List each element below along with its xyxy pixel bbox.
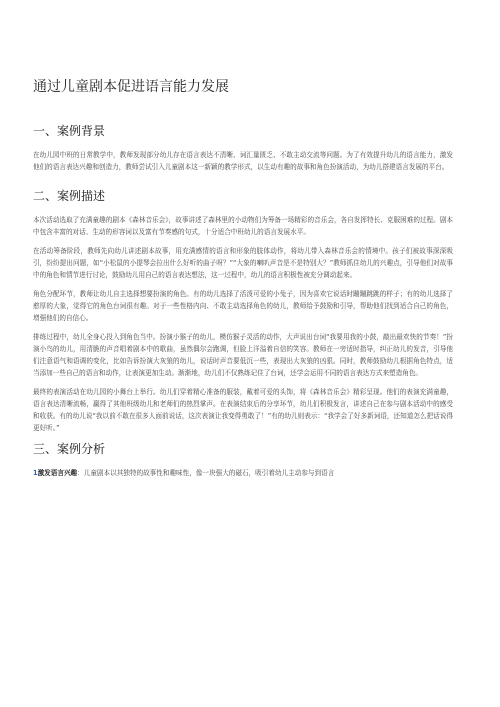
section-analysis <box>33 441 453 479</box>
paragraph: 最终的表演活动在幼儿园的小舞台上举行。幼儿们穿着精心准备的服装，戴着可爱的头饰，将《森林音乐会》精彩呈现。他们的表演充满童趣，语言表达清晰流畅，赢得了其他班级幼儿和老师们的热烈掌声。在表演结束后的分享环节，幼儿们积极发言，讲述自己在参与剧本活动中的感受和收获。有的幼儿说“我以前不敢在很多人面前说话，这次表演让我变得勇敢了！”有的幼儿则表示：“我学会了好多新词语，还知道怎么把话说得更好听。” <box>33 388 453 432</box>
section-heading: 二、案例描述 <box>33 189 106 203</box>
analysis-term: 激发语言兴趣 <box>37 469 78 477</box>
paragraph <box>33 467 453 479</box>
section-heading: 三、案例分析 <box>33 442 106 456</box>
paragraph: 角色分配环节，教师让幼儿自主选择想要扮演的角色。有的幼儿选择了活泼可爱的小兔子，因为喜欢它说话时蹦蹦跳跳的样子；有的幼儿选择了憨厚的大象，觉得它的角色台词很有趣。对于一些性格内向、不敢主动选择角色的幼儿，教师给予鼓励和引导，帮助他们找到适合自己的角色，增强他们的自信心。 <box>33 290 453 322</box>
paragraph: 在幼儿园中班的日常教学中，教师发现部分幼儿存在语言表达不清晰、词汇量匮乏、不敢主动交流等问题。为了有效提升幼儿的语言能力，激发他们的语言表达兴趣和创造力，教师尝试引入儿童剧本这一新颖的教学形式，以生动有趣的故事和角色扮演活动，为幼儿搭建语言发展的平台。 <box>33 151 453 171</box>
section-description <box>33 188 453 434</box>
paragraph: 排练过程中，幼儿全身心投入到角色当中。扮演小猴子的幼儿，模仿猴子灵活的动作，大声说出台词“我要用我的小鼓，敲出最欢快的节奏！”扮演小鸟的幼儿，用清脆的声音唱着剧本中的歌曲，虽然偶尔会跑调，但脸上洋溢着自信的笑容。教师在一旁适时指导，纠正幼儿的发音，引导他们注意语气和语调的变化，比如告诉扮演大灰狼的幼儿，说话时声音要低沉一些，表现出大灰狼的凶狠。同时，教师鼓励幼儿根据角色特点，适当添加一些自己的语言和动作，让表演更加生动。渐渐地，幼儿们不仅熟练记住了台词，还学会运用不同的语言表达方式来塑造角色。 <box>33 333 453 377</box>
analysis-text: ：儿童剧本以其独特的故事性和趣味性，像一块强大的磁石，吸引着幼儿主动参与到语言 <box>77 469 335 477</box>
page-title: 通过儿童剧本促进语言能力发展 <box>33 79 229 95</box>
section-background <box>33 123 453 173</box>
paragraph: 在活动筹备阶段，教师先向幼儿讲述剧本故事，用充满感情的语言和形象的肢体动作，将幼儿带入森林音乐会的情境中。孩子们被故事深深吸引，纷纷提出问题，如“小松鼠的小提琴会拉出什么好听的曲子呀？”“大象的喇叭声音是不是特别大？”教师抓住幼儿的兴趣点，引导他们对故事中的角色和情节进行讨论，鼓励幼儿用自己的语言表达想法，这一过程中，幼儿的语言积极性被充分调动起来。 <box>33 247 453 279</box>
paragraph: 本次活动选取了充满童趣的剧本《森林音乐会》，故事讲述了森林里的小动物们为筹备一场精彩的音乐会，各自发挥特长、克服困难的过程。剧本中包含丰富的对话、生动的形容词以及富有节奏感的句式，十分适合中班幼儿的语言发展水平。 <box>33 216 453 236</box>
section-heading: 一、案例背景 <box>33 124 106 138</box>
list-number: 1 <box>33 469 38 477</box>
